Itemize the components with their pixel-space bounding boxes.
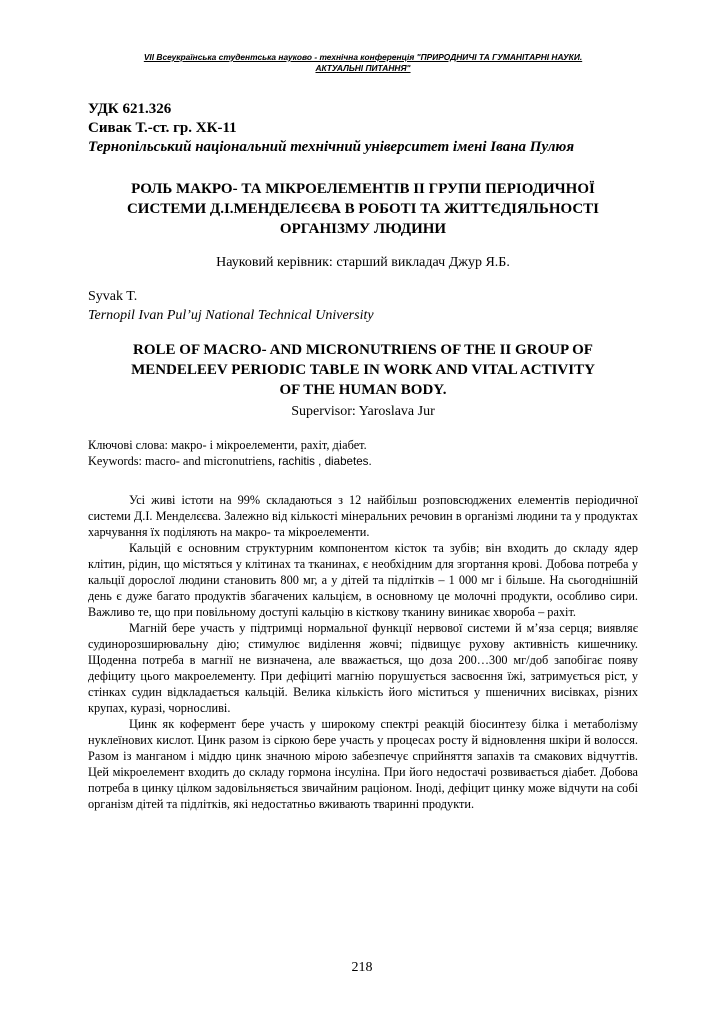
university-uk: Тернопільський національний технічний університет імені Івана Пулюя	[88, 139, 575, 155]
university-en: Ternopil Ivan Pul’uj National Technical University	[88, 308, 374, 323]
title-ukrainian	[88, 179, 638, 239]
keywords-en-prefix: Keywords: macro- and micronutriens,	[88, 454, 279, 468]
author-english-block	[88, 287, 638, 325]
conference-header-line-1: VII Всеукраїнська студентська науково - технічна конференція "ПРИРОДНИЧІ ТА ГУМАНІТАРНІ НАУКИ.	[143, 52, 583, 62]
author-en: Syvak T.	[88, 289, 138, 304]
paragraph-calcium: Кальцій є основним структурним компонентом кісток та зубів; він входить до складу ядер клітин, рідин, що містяться у клітинах та тканинах, є необхідним для згортання крові. Добова потреба у кальції дорослої людини становить 800 мг, а у дітей та підлітків – 1 000 мг і більше. На сьогоднішній день є дуже багато продуктів збагачених кальцієм, в основному це молочні продукти, особливо сири. Важливо те, що при повільному доступі кальцію в кісткову тканину виникає хвороба – рахіт.	[88, 541, 638, 619]
article-meta	[88, 100, 638, 157]
keywords-en	[88, 453, 638, 470]
paragraph-zinc: Цинк як кофермент бере участь у широкому спектрі реакцій біосинтезу білка і метаболізму нуклеїнових кислот. Цинк разом із сіркою бере участь у процесах росту й відновлення шкіри й волосся. Разом із манганом і міддю цинк значною мірою забезпечує сприйняття запахів та смакових відчуттів. Цей мікроелемент входить до складу гормона інсуліна. При його недостачі розвивається діабет. Добова потреба в цинку цілком задовільняється звичайним раціоном. Іноді, дефіцит цинку може відчути на собі організм дітей та підлітків, які недостатньо вживають тваринні продукти.	[88, 717, 638, 811]
title-en-line-3: OF THE HUMAN BODY.	[279, 382, 447, 398]
title-english	[88, 340, 638, 400]
keywords-block	[88, 437, 638, 470]
supervisor-english: Supervisor: Yaroslava Jur	[291, 404, 435, 419]
title-uk-line-1: РОЛЬ МАКРО- ТА МІКРОЕЛЕМЕНТІВ ІІ ГРУПИ ПЕРІОДИЧНОЇ	[131, 181, 595, 197]
page-content	[88, 52, 638, 812]
page-number: 218	[351, 960, 373, 975]
author-uk: Сивак Т.-ст. гр. ХК-11	[88, 120, 237, 136]
supervisor-ukrainian: Науковий керівник: старший викладач Джур Я.Б.	[216, 255, 510, 270]
conference-header	[88, 52, 638, 74]
title-en-line-2: MENDELEEV PERIODIC TABLE IN WORK AND VITAL ACTIVITY	[131, 362, 595, 378]
udc-code: УДК 621.326	[88, 101, 172, 117]
conference-header-line-2: АКТУАЛЬНІ ПИТАННЯ"	[315, 63, 411, 73]
title-en-line-1: ROLE OF MACRO- AND MICRONUTRIENS OF THE II GROUP OF	[133, 342, 593, 358]
title-uk-line-3: ОРГАНІЗМУ ЛЮДИНИ	[279, 221, 447, 237]
keywords-en-highlight: rachitis , diabetes.	[278, 455, 372, 468]
paragraph-intro: Усі живі істоти на 99% складаються з 12 найбільш розповсюджених елементів періодичної системи Д.І. Менделєєва. Залежно від кількості мінеральних речовин в організмі людини та у продуктах харчування їх поділяють на макро- та мікроелементи.	[88, 493, 638, 539]
title-uk-line-2: СИСТЕМИ Д.І.МЕНДЕЛЄЄВА В РОБОТІ ТА ЖИТТЄДІЯЛЬНОСТІ	[126, 201, 600, 217]
paragraph-magnesium: Магній бере участь у підтримці нормальної функції нервової системи й м’яза серця; виявляє судинорозширювальну дію; стимулює виділення жовчі; підвищує рухову активність кишечнику. Щоденна потреба в магнії не визначена, але вважається, що доза 200…300 мг/доб запобігає появу дефіциту цього макроелементу. При дефіциті магнію порушується засвоєння їжі, затримується ріст, у стінках судин відкладається кальцій. Велика кількість його міститься у пшеничних висівках, різних крупах, куразі, чорносливі.	[88, 621, 638, 715]
keywords-uk: Ключові слова: макро- і мікроелементи, рахіт, діабет.	[88, 438, 367, 452]
body-text	[88, 492, 638, 812]
